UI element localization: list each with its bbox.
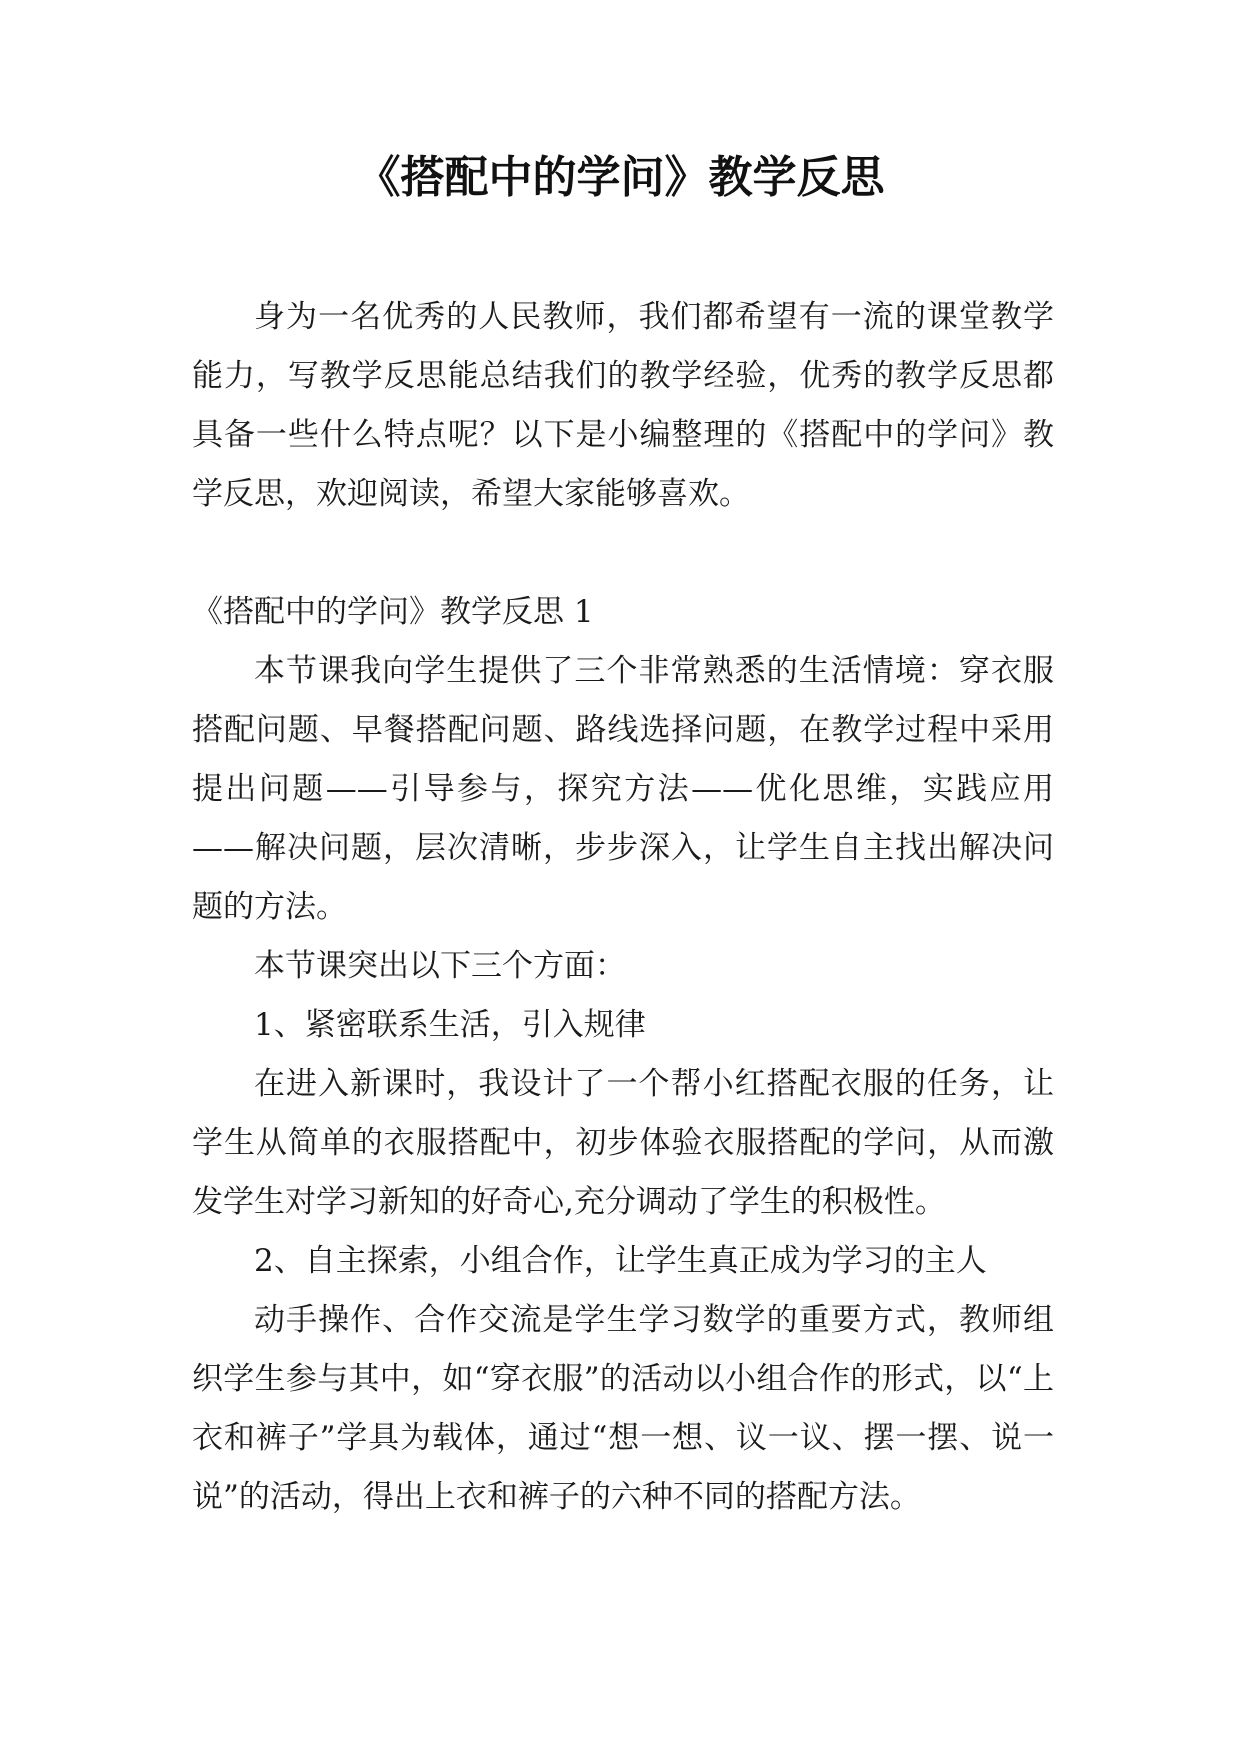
point-paragraph: 在进入新课时，我设计了一个帮小红搭配衣服的任务，让学生从简单的衣服搭配中，初步体验衣服搭配的学问，从而激发学生对学习新知的好奇心,充分调动了学生的积极性。 <box>192 1066 1054 1220</box>
document-title: 《搭配中的学问》教学反思 <box>356 152 885 203</box>
section-paragraph: 本节课我向学生提供了三个非常熟悉的生活情境：穿衣服搭配问题、早餐搭配问题、路线选择问题，在教学过程中采用提出问题——引导参与，探究方法——优化思维，实践应用——解决问题，层次清晰，步步深入，让学生自主找出解决问题的方法。 <box>192 653 1054 925</box>
section-paragraph: 本节课突出以下三个方面： <box>254 948 626 984</box>
intro-paragraph: 身为一名优秀的人民教师，我们都希望有一流的课堂教学能力，写教学反思能总结我们的教学经验，优秀的教学反思都具备一些什么特点呢？以下是小编整理的《搭配中的学问》教学反思，欢迎阅读，希望大家能够喜欢。 <box>192 299 1054 512</box>
point-paragraph: 动手操作、合作交流是学生学习数学的重要方式，教师组织学生参与其中，如“穿衣服”的活动以小组合作的形式，以“上衣和裤子”学具为载体，通过“想一想、议一议、摆一摆、说一说”的活动，得出上衣和裤子的六种不同的搭配方法。 <box>192 1302 1054 1515</box>
section-heading: 《搭配中的学问》教学反思 1 <box>192 594 594 630</box>
paragraph-gap <box>192 524 1054 583</box>
document-body <box>192 288 1054 1527</box>
point-heading: 2、自主探索，小组合作，让学生真正成为学习的主人 <box>254 1243 987 1279</box>
point-heading: 1、紧密联系生活，引入规律 <box>254 1007 646 1043</box>
